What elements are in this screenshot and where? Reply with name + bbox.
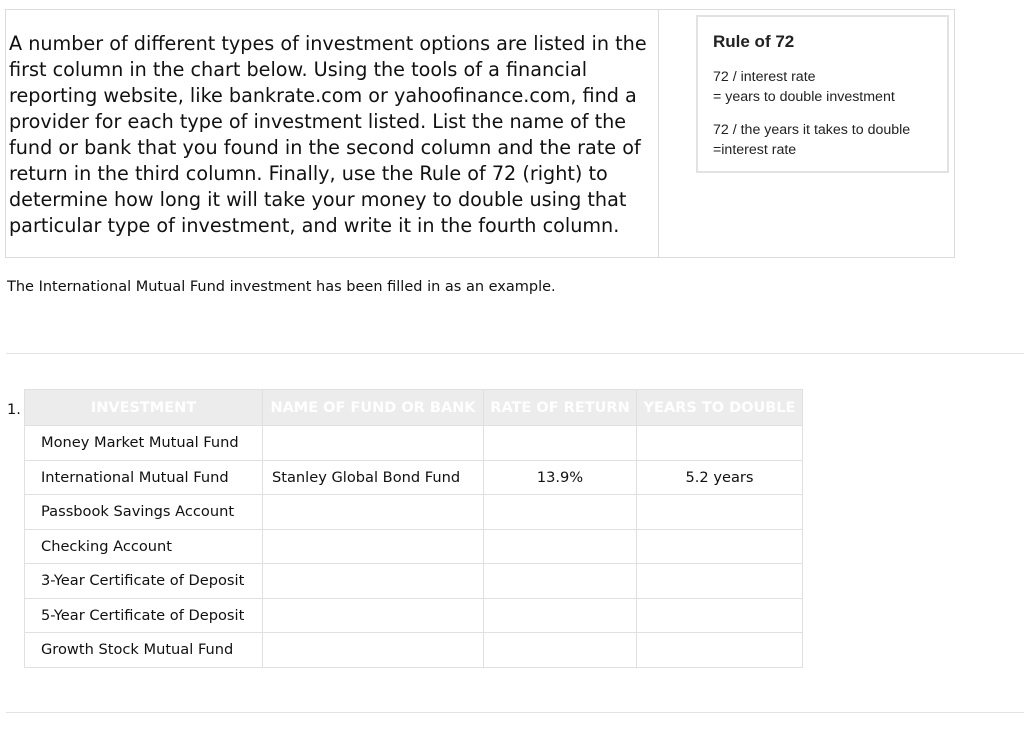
divider-top bbox=[6, 353, 1024, 354]
rule-of-72-box bbox=[696, 15, 949, 173]
rule-spacer bbox=[713, 107, 947, 120]
instructions-box bbox=[5, 9, 955, 258]
table-row bbox=[25, 460, 803, 495]
investment-cell: Growth Stock Mutual Fund bbox=[25, 633, 263, 668]
investment-cell: International Mutual Fund bbox=[25, 460, 263, 495]
investment-cell: 3-Year Certificate of Deposit bbox=[25, 564, 263, 599]
fund-name-cell[interactable] bbox=[263, 495, 484, 530]
rule-line-2: = years to double investment bbox=[713, 89, 895, 105]
rate-cell[interactable] bbox=[484, 495, 637, 530]
table-row bbox=[25, 495, 803, 530]
investment-cell: Passbook Savings Account bbox=[25, 495, 263, 530]
years-cell[interactable] bbox=[637, 529, 803, 564]
years-cell[interactable] bbox=[637, 564, 803, 599]
fund-name-cell[interactable] bbox=[263, 598, 484, 633]
rate-cell[interactable] bbox=[484, 564, 637, 599]
investment-cell: Money Market Mutual Fund bbox=[25, 426, 263, 461]
rate-cell[interactable] bbox=[484, 426, 637, 461]
table-row bbox=[25, 564, 803, 599]
question-number: 1. bbox=[7, 402, 21, 418]
example-note: The International Mutual Fund investment has been filled in as an example. bbox=[7, 279, 556, 295]
rate-cell[interactable] bbox=[484, 633, 637, 668]
header-fund-name: NAME OF FUND OR BANK bbox=[263, 390, 484, 426]
table-header-row bbox=[25, 390, 803, 426]
rule-title: Rule of 72 bbox=[713, 32, 795, 51]
instructions-panel bbox=[6, 10, 659, 257]
rule-line-1: 72 / interest rate bbox=[713, 69, 816, 85]
divider-bottom bbox=[6, 712, 1024, 713]
fund-name-cell[interactable] bbox=[263, 529, 484, 564]
years-cell: 5.2 years bbox=[637, 460, 803, 495]
rule-line-4: =interest rate bbox=[713, 142, 797, 158]
table-row bbox=[25, 426, 803, 461]
investment-table bbox=[24, 389, 803, 668]
fund-name-cell[interactable] bbox=[263, 633, 484, 668]
rule-panel bbox=[659, 10, 954, 257]
instructions-text: A number of different types of investment options are listed in the first column in the chart below. Using the tools of a financial reporting website, like bankrate.com or yahoofinance.com, find a provider for each type of investment listed. List the name of the fund or bank that you found in the second column and the rate of return in the third column. Finally, use the Rule of 72 (right) to determine how long it will take your money to double using that particular type of investment, and write it in the fourth column. bbox=[9, 32, 647, 237]
header-rate-of-return: RATE OF RETURN bbox=[484, 390, 637, 426]
years-cell[interactable] bbox=[637, 426, 803, 461]
fund-name-cell: Stanley Global Bond Fund bbox=[263, 460, 484, 495]
rate-cell[interactable] bbox=[484, 598, 637, 633]
investment-cell: 5-Year Certificate of Deposit bbox=[25, 598, 263, 633]
rate-cell[interactable] bbox=[484, 529, 637, 564]
fund-name-cell[interactable] bbox=[263, 426, 484, 461]
rule-line-3: 72 / the years it takes to double bbox=[713, 122, 911, 138]
header-years-to-double: YEARS TO DOUBLE bbox=[637, 390, 803, 426]
table-row bbox=[25, 598, 803, 633]
years-cell[interactable] bbox=[637, 495, 803, 530]
investment-cell: Checking Account bbox=[25, 529, 263, 564]
years-cell[interactable] bbox=[637, 598, 803, 633]
years-cell[interactable] bbox=[637, 633, 803, 668]
table-row bbox=[25, 633, 803, 668]
rate-cell: 13.9% bbox=[484, 460, 637, 495]
header-investment: INVESTMENT bbox=[25, 390, 263, 426]
fund-name-cell[interactable] bbox=[263, 564, 484, 599]
table-row bbox=[25, 529, 803, 564]
